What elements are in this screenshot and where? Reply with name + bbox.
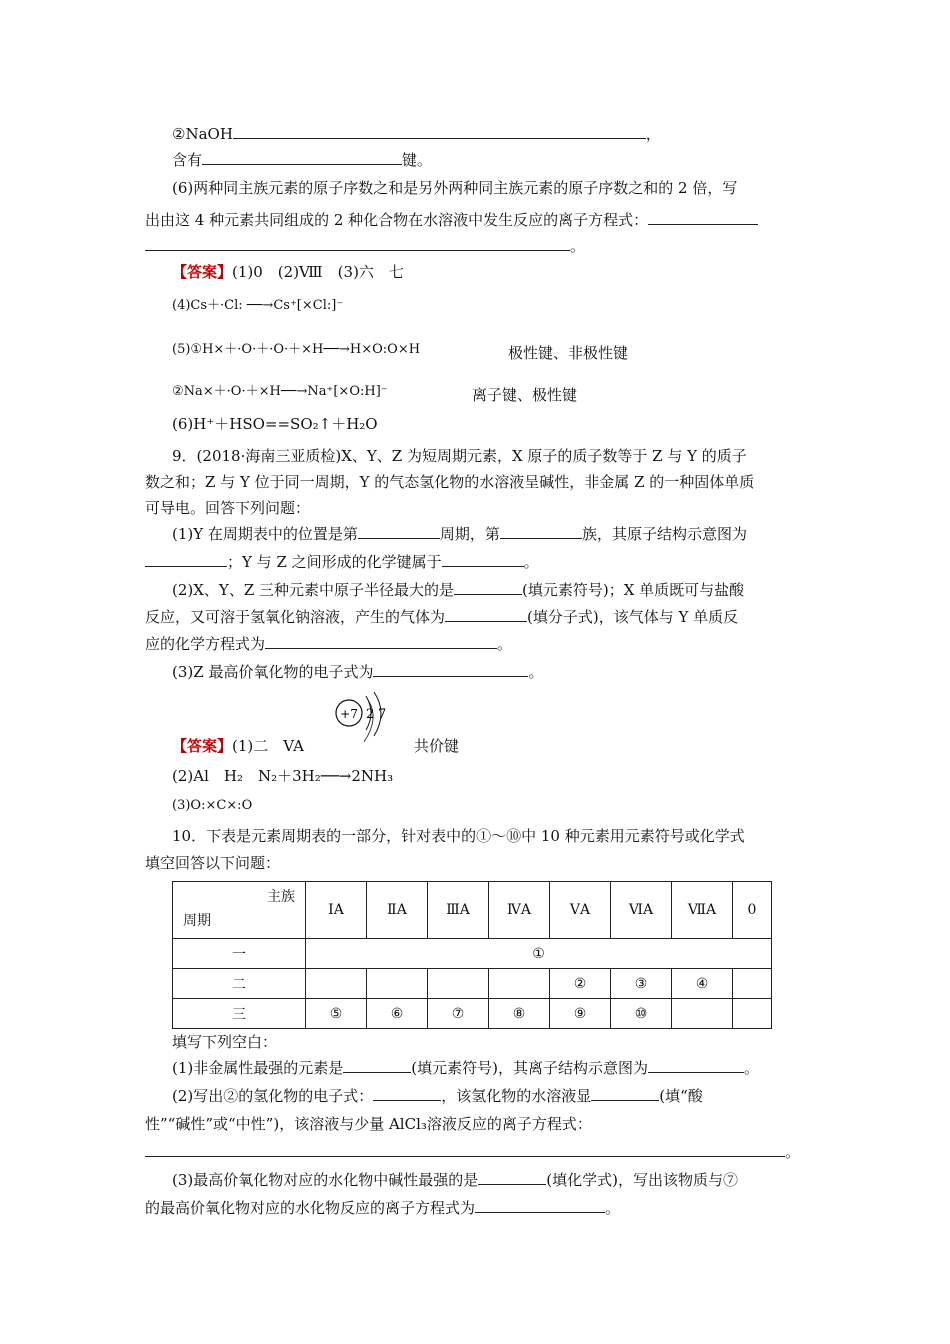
answer-blank[interactable] bbox=[343, 1058, 411, 1073]
q10-fill-label: 填写下列空白： bbox=[172, 1033, 278, 1051]
table-cell bbox=[489, 969, 550, 999]
answer9-line1 bbox=[172, 736, 304, 756]
period-label: 一 bbox=[173, 939, 306, 969]
answer-blank[interactable] bbox=[202, 150, 402, 165]
answer8-a4: (4)Cs＋·Cl: ──→Cs⁺[×Cl:]⁻ bbox=[172, 298, 344, 313]
group-header: ⅥA bbox=[611, 882, 672, 939]
naoh-label: ②NaOH bbox=[172, 125, 233, 143]
answer-blank[interactable] bbox=[442, 552, 524, 567]
table-cell: ⑤ bbox=[306, 999, 367, 1029]
answer9-a3: (3)O:×C×:O bbox=[172, 798, 253, 813]
q9-p1a: (1)Y 在周期表中的位置是第 bbox=[172, 525, 358, 543]
answer8-a5-2 bbox=[172, 382, 388, 402]
table-row bbox=[173, 999, 772, 1029]
q10-p1c: 。 bbox=[743, 1059, 759, 1077]
group-header: ⅡA bbox=[367, 882, 428, 939]
p6-end: 。 bbox=[570, 237, 586, 255]
periodic-table bbox=[172, 881, 772, 1029]
answer-blank[interactable] bbox=[445, 607, 527, 622]
table-row bbox=[173, 969, 772, 999]
corner-cell bbox=[173, 882, 306, 939]
naoh-end: ， bbox=[645, 125, 661, 143]
table-cell: ④ bbox=[672, 969, 733, 999]
answer9-note: 共价键 bbox=[414, 737, 460, 755]
answer-blank[interactable] bbox=[233, 124, 646, 139]
q9-p2-line2 bbox=[145, 607, 738, 627]
q10-p3b: (填化学式)，写出该物质与⑦ bbox=[546, 1171, 738, 1189]
group-header: ⅠA bbox=[306, 882, 367, 939]
table-cell bbox=[306, 969, 367, 999]
q8-naoh-line bbox=[172, 124, 661, 144]
answer9-a1: (1)二 VA bbox=[232, 737, 304, 755]
group-header: ⅢA bbox=[428, 882, 489, 939]
q9-p2c: 反应，又可溶于氢氧化钠溶液，产生的气体为 bbox=[145, 608, 446, 626]
q8-p6-line3 bbox=[145, 236, 585, 256]
q9-p2e: 应的化学方程式为 bbox=[145, 635, 266, 653]
group-header: ⅦA bbox=[672, 882, 733, 939]
table-cell bbox=[428, 969, 489, 999]
answer-tag: 【答案】 bbox=[172, 263, 233, 281]
answer-blank[interactable] bbox=[373, 1086, 441, 1101]
q10-p2b: ，该氢化物的水溶液显 bbox=[441, 1087, 592, 1105]
table-header-row bbox=[173, 882, 772, 939]
a5-2-formula: ②Na×＋·O·＋×H──→Na⁺[×O:H]⁻ bbox=[172, 384, 388, 399]
answer-blank[interactable] bbox=[648, 210, 758, 225]
q9-p2f: 。 bbox=[497, 635, 513, 653]
q10-p2a: (2)写出②的氢化物的电子式： bbox=[172, 1087, 374, 1105]
answer8-a5-1 bbox=[172, 340, 420, 360]
shell-electrons-1: 2 bbox=[366, 707, 375, 722]
answer-blank[interactable] bbox=[145, 236, 570, 251]
answer-tag: 【答案】 bbox=[172, 737, 233, 755]
table-cell bbox=[733, 999, 772, 1029]
group-header: 0 bbox=[733, 882, 772, 939]
group-header: ⅣA bbox=[489, 882, 550, 939]
q10-p2-line2: 性”“碱性”或“中性”)，该溶液与少量 AlCl₃溶液反应的离子方程式： bbox=[145, 1115, 592, 1133]
table-cell: ⑩ bbox=[611, 999, 672, 1029]
period1-cell: ① bbox=[306, 939, 772, 969]
a5-2-note: 离子键、极性键 bbox=[472, 386, 578, 404]
answer-blank[interactable] bbox=[265, 634, 497, 649]
table-cell: ⑦ bbox=[428, 999, 489, 1029]
table-cell: ⑨ bbox=[550, 999, 611, 1029]
answer-blank[interactable] bbox=[591, 1086, 659, 1101]
q10-p1b: (填元素符号)，其离子结构示意图为 bbox=[411, 1059, 648, 1077]
bond-suffix: 键。 bbox=[402, 151, 433, 169]
table-cell bbox=[672, 999, 733, 1029]
period-label: 二 bbox=[173, 969, 306, 999]
q9-p3a: (3)Z 最高价氧化物的电子式为 bbox=[172, 663, 374, 681]
q9-p1-line2 bbox=[145, 552, 539, 572]
q10-p1 bbox=[172, 1058, 759, 1078]
corner-bottom: 周期 bbox=[183, 913, 211, 929]
q10-p3a: (3)最高价氧化物对应的水化物中碱性最强的是 bbox=[172, 1171, 479, 1189]
q9-stem1: 9．(2018·海南三亚质检)X、Y、Z 为短周期元素，X 原子的质子数等于 Z 与 Y 的质子 bbox=[172, 447, 747, 465]
q10-p2-line1 bbox=[172, 1086, 703, 1106]
q8-contains-line bbox=[172, 150, 432, 170]
a5-1-note: 极性键、非极性键 bbox=[508, 344, 629, 362]
q9-p1b: 周期，第 bbox=[439, 525, 500, 543]
answer-blank[interactable] bbox=[145, 1142, 785, 1157]
q9-p2-line1 bbox=[172, 580, 744, 600]
q10-p3c: 的最高价氧化物对应的水化物反应的离子方程式为 bbox=[145, 1199, 476, 1217]
contains-label: 含有 bbox=[172, 151, 203, 169]
q9-p3 bbox=[172, 662, 543, 682]
p6-text: 出由这 4 种元素共同组成的 2 种化合物在水溶液中发生反应的离子方程式： bbox=[145, 211, 649, 229]
q10-p3d: 。 bbox=[605, 1199, 621, 1217]
answer8-line1 bbox=[172, 262, 404, 282]
q9-p2a: (2)X、Y、Z 三种元素中原子半径最大的是 bbox=[172, 581, 455, 599]
table-row bbox=[173, 939, 772, 969]
table-cell: ⑥ bbox=[367, 999, 428, 1029]
answer-blank[interactable] bbox=[500, 524, 582, 539]
a5-1-formula: (5)①H×＋·O·＋·O·＋×H──→H×O:O×H bbox=[172, 342, 421, 357]
q9-p2-line3 bbox=[145, 634, 512, 654]
answer-blank[interactable] bbox=[358, 524, 440, 539]
q9-p1-line1 bbox=[172, 524, 747, 544]
corner-top: 主族 bbox=[267, 889, 295, 905]
q10-stem2: 填空回答以下问题： bbox=[145, 854, 281, 872]
q9-p1d: ；Y 与 Z 之间形成的化学键属于 bbox=[227, 553, 442, 571]
q10-p3-line1 bbox=[172, 1170, 738, 1190]
table-cell bbox=[733, 969, 772, 999]
q10-p2c: (填“酸 bbox=[659, 1087, 703, 1105]
table-cell: ② bbox=[550, 969, 611, 999]
q9-p2b: (填元素符号)；X 单质既可与盐酸 bbox=[522, 581, 745, 599]
q10-p1a: (1)非金属性最强的元素是 bbox=[172, 1059, 344, 1077]
nucleus-charge: +7 bbox=[340, 707, 358, 721]
q10-p3-line2 bbox=[145, 1198, 620, 1218]
answer-blank[interactable] bbox=[478, 1170, 546, 1185]
shell-electrons-2: 7 bbox=[378, 707, 387, 722]
q9-stem3: 可导电。回答下列问题： bbox=[145, 499, 311, 517]
answer9-a2: (2)Al H₂ N₂＋3H₂──→2NH₃ bbox=[172, 767, 394, 785]
table-cell: ⑧ bbox=[489, 999, 550, 1029]
table-cell: ③ bbox=[611, 969, 672, 999]
q9-p1c: 族，其原子结构示意图为 bbox=[581, 525, 747, 543]
answer-blank[interactable] bbox=[475, 1198, 605, 1213]
period-label: 三 bbox=[173, 999, 306, 1029]
table-cell bbox=[367, 969, 428, 999]
answer-blank[interactable] bbox=[145, 552, 227, 567]
q10-stem1: 10．下表是元素周期表的一部分，针对表中的①～⑩中 10 种元素用元素符号或化学式 bbox=[172, 827, 745, 845]
answer-blank[interactable] bbox=[648, 1058, 744, 1073]
answer-blank[interactable] bbox=[454, 580, 522, 595]
q9-p2d: (填分子式)，该气体与 Y 单质反 bbox=[527, 608, 739, 626]
q10-p2e: 。 bbox=[785, 1143, 801, 1161]
q10-p2-line3 bbox=[145, 1142, 800, 1162]
answer8-a6: (6)H⁺＋HSO==SO₂↑＋H₂O bbox=[172, 415, 378, 433]
atom-structure-diagram bbox=[328, 690, 396, 750]
q8-p6-line1: (6)两种同主族元素的原子序数之和是另外两种同主族元素的原子序数之和的 2 倍，写 bbox=[172, 179, 738, 197]
q9-p1e: 。 bbox=[523, 553, 539, 571]
group-header: ⅤA bbox=[550, 882, 611, 939]
q9-p3b: 。 bbox=[528, 663, 544, 681]
q9-stem2: 数之和；Z 与 Y 位于同一周期，Y 的气态氢化物的水溶液呈碱性，非金属 Z 的一种固体单质 bbox=[145, 473, 755, 491]
answer-blank[interactable] bbox=[373, 662, 528, 677]
answer8-a123: (1)0 (2)Ⅷ (3)六 七 bbox=[232, 263, 404, 281]
q8-p6-line2 bbox=[145, 210, 758, 230]
